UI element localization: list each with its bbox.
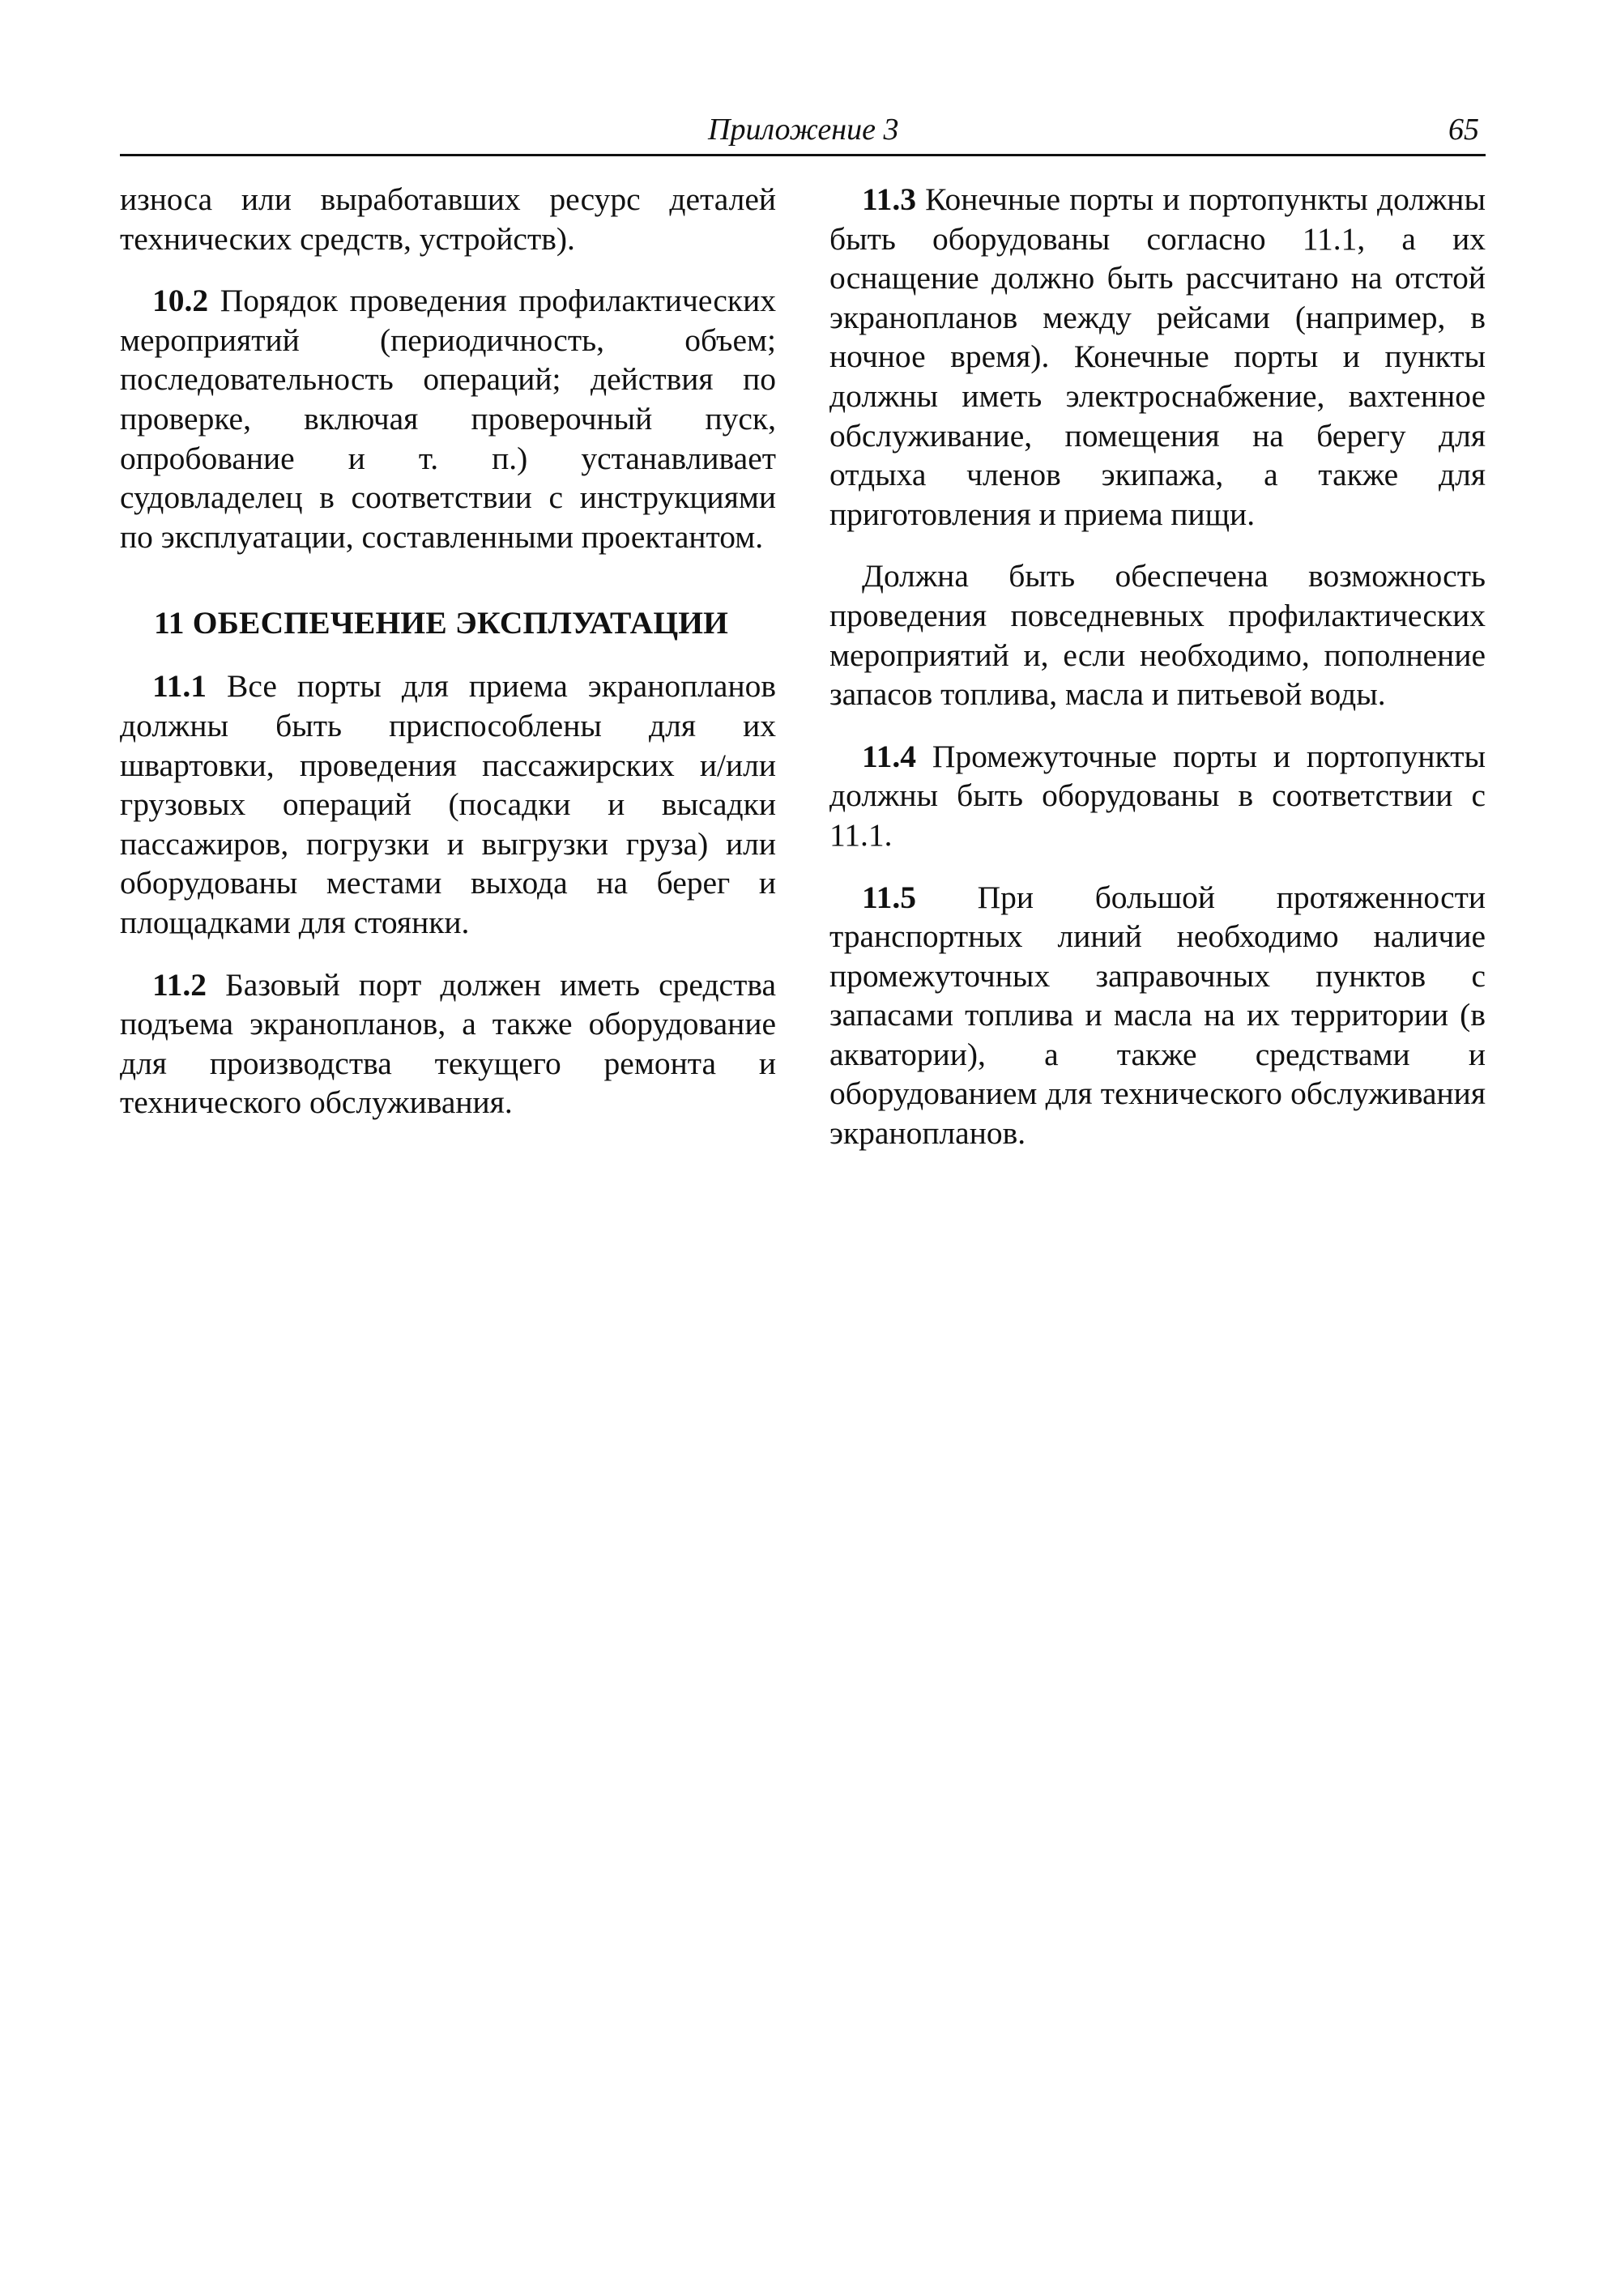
- clause-number: 11.5: [862, 879, 916, 915]
- running-header: [120, 107, 1486, 156]
- paragraph-continuation: износа или выработавших ресурс деталей технических средств, устройств).: [120, 181, 776, 257]
- clause-text: Базовый порт должен иметь средства подъема экранопланов, а также оборудование для производства текущего ремонта и технического обслуживания.: [120, 966, 776, 1121]
- clause-number: 11.2: [152, 966, 207, 1003]
- paragraph-11-1: [120, 667, 776, 942]
- clause-number: 11.3: [862, 181, 916, 217]
- clause-text: При большой протяженности транспортных линий необходимо наличие промежуточных заправочных пунктов с запасами топлива и масла на их территории (в акватории), а также средствами и оборудованием для технического обслуживания экранопланов.: [829, 879, 1486, 1152]
- clause-number: 11.4: [862, 738, 916, 774]
- clause-text: Все порты для приема экранопланов должны быть приспособлены для их швартовки, проведения пассажирских и/или грузовых операций (посадки и высадки пассажиров, погрузки и выгрузки груза) или оборудованы местами выхода на берег и площадками для стоянки.: [120, 668, 776, 940]
- paragraph-11-5: [829, 878, 1486, 1153]
- clause-number: 10.2: [152, 283, 209, 319]
- right-column: [829, 180, 1486, 1176]
- paragraph-10-2: [120, 281, 776, 556]
- paragraph-11-3-continued: Должна быть обеспечена возможность проведения повседневных профилактических мероприятий и, если необходимо, пополнение запасов топлива, масла и питьевой воды.: [829, 558, 1486, 713]
- clause-text: Промежуточные порты и портопункты должны быть оборудованы в соответствии с 11.1.: [829, 738, 1486, 853]
- clause-text: Конечные порты и портопункты должны быть оборудованы согласно 11.1, а их оснащение должно быть рассчитано на отстой экранопланов между рейсами (например, в ночное время). Конечные порты и пункты должны иметь электроснабжение, вахтенное обслуживание, помещения на берегу для отдыха членов экипажа, а также для приготовления и приема пищи.: [829, 181, 1486, 532]
- paragraph-11-2: [120, 965, 776, 1122]
- paragraph-11-4: [829, 737, 1486, 855]
- clause-text: Порядок проведения профилактических мероприятий (периодичность, объем; последовательность операций; действия по проверке, включая проверочный пуск, опробование и т. п.) устанавливает судовладелец в соответствии с инструкциями по эксплуатации, составленными проектантом.: [120, 283, 776, 555]
- left-column: [120, 180, 776, 1145]
- section-heading: 11 ОБЕСПЕЧЕНИЕ ЭКСПЛУАТАЦИИ: [154, 605, 729, 641]
- paragraph-11-3: [829, 180, 1486, 534]
- clause-number: 11.1: [152, 668, 207, 705]
- running-title: Приложение 3: [708, 113, 899, 147]
- page-number: 65: [1448, 113, 1479, 147]
